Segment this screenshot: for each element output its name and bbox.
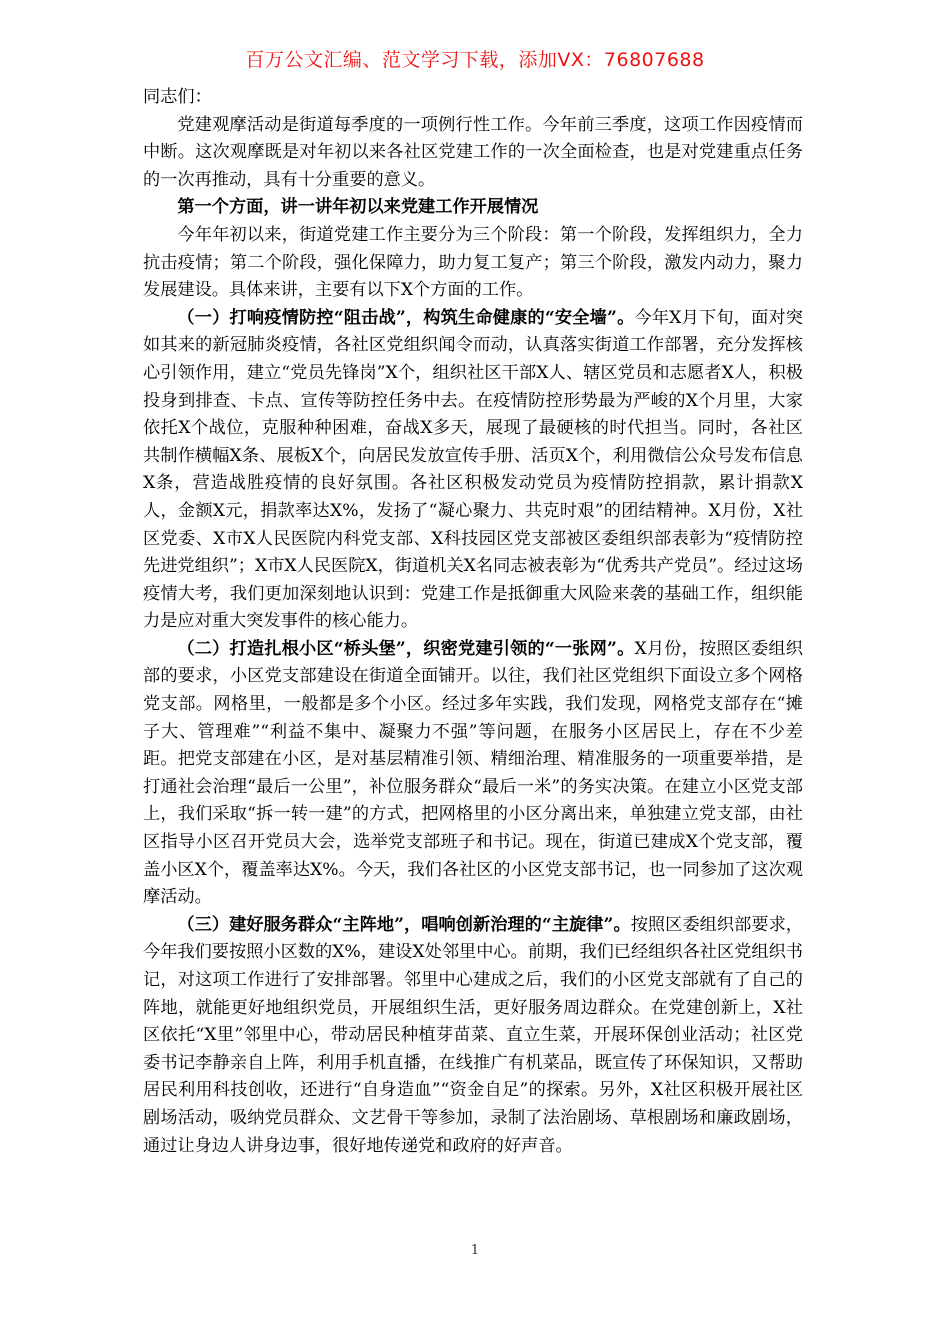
- overview-paragraph: 今年年初以来，街道党建工作主要分为三个阶段：第一个阶段，发挥组织力，全力抗击疫情；第二个阶段，强化保障力，助力复工复产；第三个阶段，激发内动力，聚力发展建设。具体来讲，主要有以下X个方面的工作。: [143, 224, 803, 301]
- item2-paragraph: [143, 636, 803, 912]
- item2-title: （二）打造扎根小区“桥头堡”，织密党建引领的“一张网”。: [177, 638, 635, 659]
- item3-body: 按照区委组织部要求，今年我们要按照小区数的X%，建设X处邻里中心。前期，我们已经组织各社区党组织书记，对这项工作进行了安排部署。邻里中心建成之后，我们的小区党支部就有了自己的阵地，就能更好地组织党员，开展组织生活，更好服务周边群众。在党建创新上，X社区依托“X里”邻里中心，带动居民种植芽苗菜、直立生菜，开展环保创业活动；社区党委书记李静亲自上阵，利用手机直播，在线推广有机菜品，既宣传了环保知识，又帮助居民利用科技创收，还进行“自身造血”“资金自足”的探索。另外，X社区积极开展社区剧场活动，吸纳党员群众、文艺骨干等参加，录制了法治剧场、草根剧场和廉政剧场，通过让身边人讲身边事，很好地传递党和政府的好声音。: [143, 914, 803, 1156]
- page-number: 1: [470, 1243, 480, 1258]
- item3-title: （三）建好服务群众“主阵地”，唱响创新治理的“主旋律”。: [177, 914, 631, 935]
- item1-body: 今年X月下旬，面对突如其来的新冠肺炎疫情，各社区党组织闻令而动，认真落实街道工作部署，充分发挥核心引领作用，建立“党员先锋岗”X个，组织社区干部X人、辖区党员和志愿者X人，积极投身到排查、卡点、宣传等防控任务中去。在疫情防控形势最为严峻的X个月里，大家依托X个战位，克服种种困难，奋战X多天，展现了最硬核的时代担当。同时，各社区共制作横幅X条、展板X个，向居民发放宣传手册、活页X个，利用微信公众号发布信息X条，营造战胜疫情的良好氛围。各社区积极发动党员为疫情防控捐款，累计捐款X人，金额X元，捐款率达X%，发扬了“凝心聚力、共克时艰”的团结精神。X月份，X社区党委、X市X人民医院内科党支部、X科技园区党支部被区委组织部表彰为“疫情防控先进党组织”；X市X人民医院X，街道机关X名同志被表彰为“优秀共产党员”。经过这场疫情大考，我们更加深刻地认识到：党建工作是抵御重大风险来袭的基础工作，组织能力是应对重大突发事件的核心能力。: [143, 307, 803, 632]
- item1-paragraph: [143, 305, 803, 636]
- item3-paragraph: [143, 912, 803, 1160]
- item2-body: X月份，按照区委组织部的要求，小区党支部建设在街道全面铺开。以往，我们社区党组织下面设立多个网格党支部。网格里，一般都是多个小区。经过多年实践，我们发现，网格党支部存在“摊子大、管理难”“利益不集中、凝聚力不强”等问题，在服务小区居民上，存在不少差距。把党支部建在小区，是对基层精准引领、精细治理、精准服务的一项重要举措，是打通社会治理“最后一公里”，补位服务群众“最后一米”的务实决策。在建立小区党支部上，我们采取“拆一转一建”的方式，把网格里的小区分离出来，单独建立党支部，由社区指导小区召开党员大会，选举党支部班子和书记。现在，街道已建成X个党支部，覆盖小区X个，覆盖率达X%。今天，我们各社区的小区党支部书记，也一同参加了这次观摩活动。: [143, 638, 803, 908]
- item1-title: （一）打响疫情防控“阻击战”，构筑生命健康的“安全墙”。: [177, 307, 635, 328]
- intro-paragraph: 党建观摩活动是街道每季度的一项例行性工作。今年前三季度，这项工作因疫情而中断。这次观摩既是对年初以来各社区党建工作的一次全面检查，也是对党建重点任务的一次再推动，具有十分重要的意义。: [143, 114, 803, 190]
- salutation: 同志们：: [143, 87, 212, 107]
- document-body: [143, 84, 803, 1160]
- header-banner: 百万公文汇编、范文学习下载，添加VX：76807688: [245, 49, 705, 71]
- section-heading: 第一个方面，讲一讲年初以来党建工作开展情况: [177, 197, 539, 218]
